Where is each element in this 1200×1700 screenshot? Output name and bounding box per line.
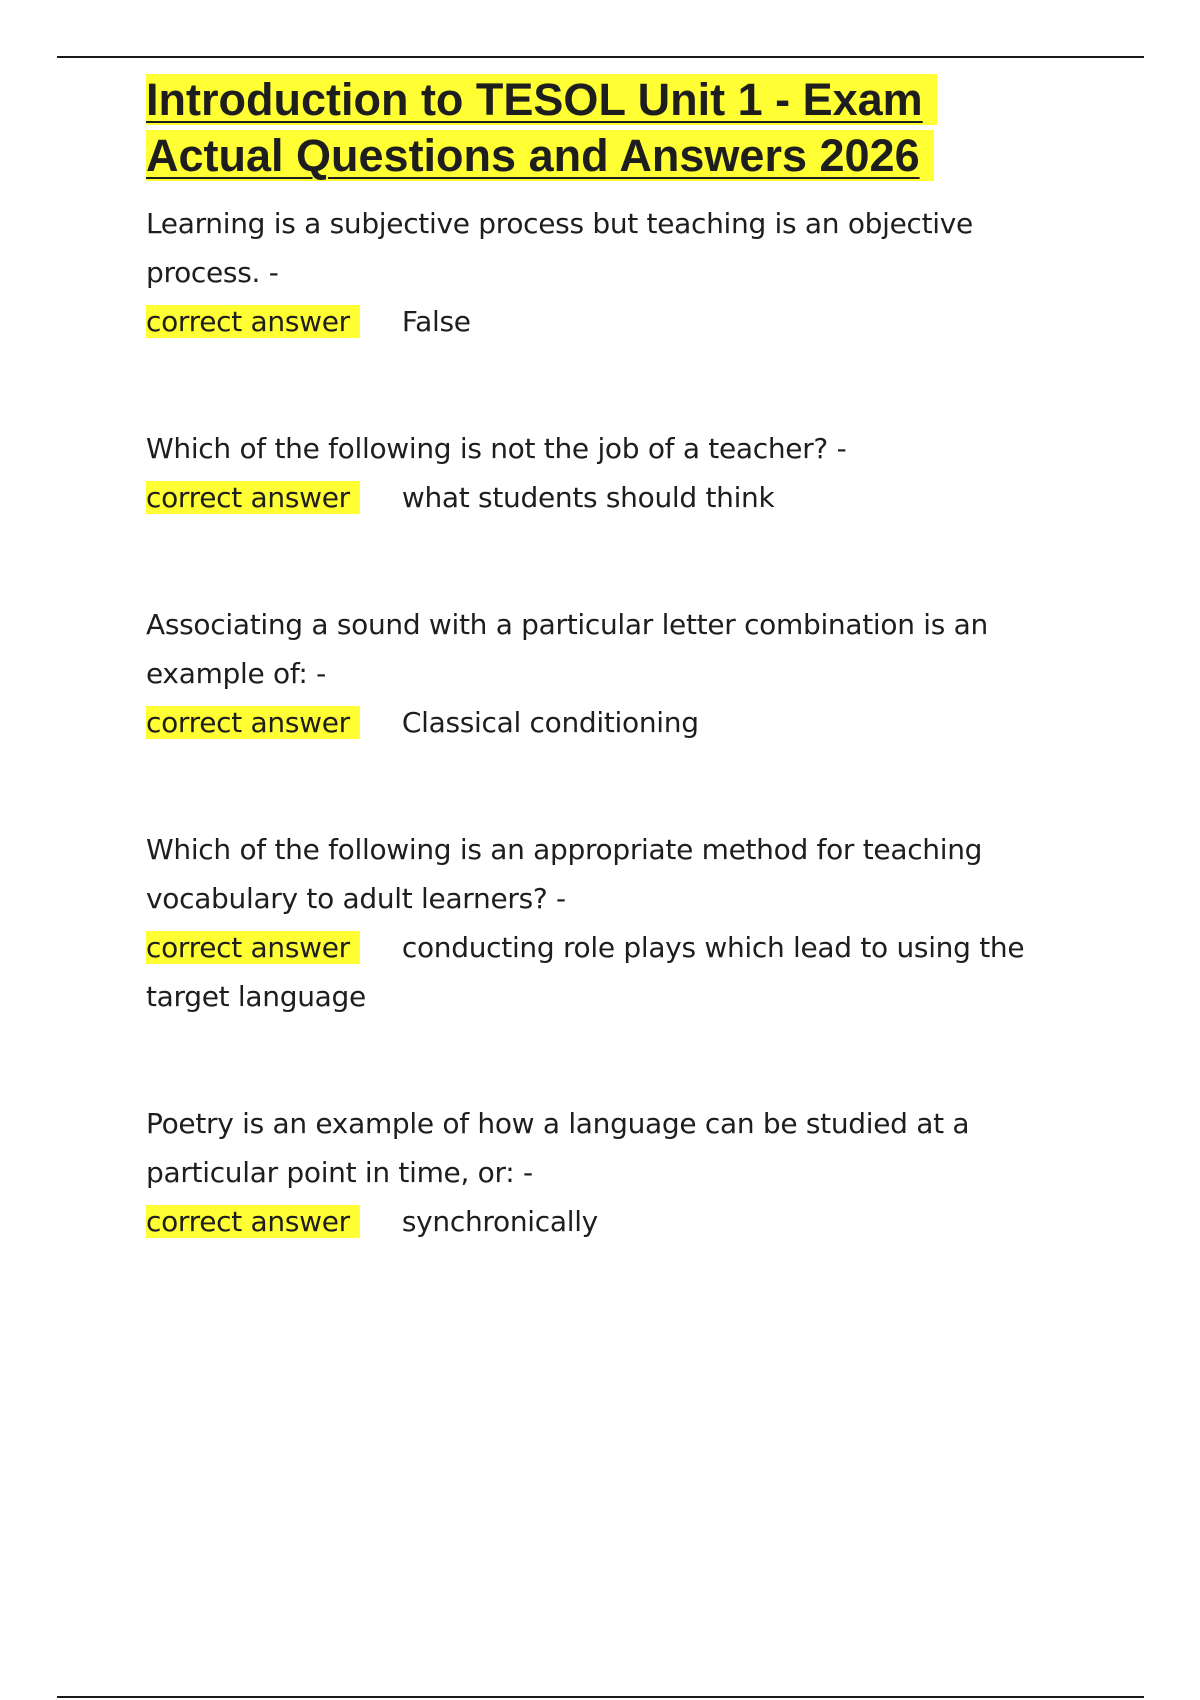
page-top-rule: [57, 56, 1144, 58]
correct-answer-label: correct answer: [146, 481, 360, 514]
qa-item-1: [146, 199, 1046, 346]
question-text: Learning is a subjective process but teaching is an objective process. -: [146, 207, 973, 289]
qa-item-3: [146, 600, 1046, 747]
qa-item-5: [146, 1099, 1046, 1246]
qa-item-2: [146, 424, 1046, 522]
answer-text: Classical conditioning: [401, 706, 699, 739]
answer-text: conducting role plays which lead to using the target language: [146, 931, 1025, 1013]
correct-answer-label: correct answer: [146, 305, 360, 338]
answer-text: what students should think: [401, 481, 775, 514]
answer-text: False: [401, 305, 471, 338]
answer-text: synchronically: [401, 1205, 598, 1238]
correct-answer-label: correct answer: [146, 706, 360, 739]
question-text: Which of the following is not the job of a teacher? -: [146, 432, 847, 465]
question-text: Associating a sound with a particular letter combination is an example of: -: [146, 608, 988, 690]
document-body: [146, 72, 1046, 1246]
qa-item-4: [146, 825, 1046, 1021]
question-text: Poetry is an example of how a language can be studied at a particular point in time, or: -: [146, 1107, 970, 1189]
correct-answer-label: correct answer: [146, 1205, 360, 1238]
document-title: [146, 72, 1046, 184]
correct-answer-label: correct answer: [146, 931, 360, 964]
title-line-2: Actual Questions and Answers 2026: [146, 130, 934, 181]
title-line-1: Introduction to TESOL Unit 1 - Exam: [146, 74, 937, 125]
question-text: Which of the following is an appropriate method for teaching vocabulary to adult learners? -: [146, 833, 983, 915]
page-bottom-rule: [57, 1696, 1144, 1698]
